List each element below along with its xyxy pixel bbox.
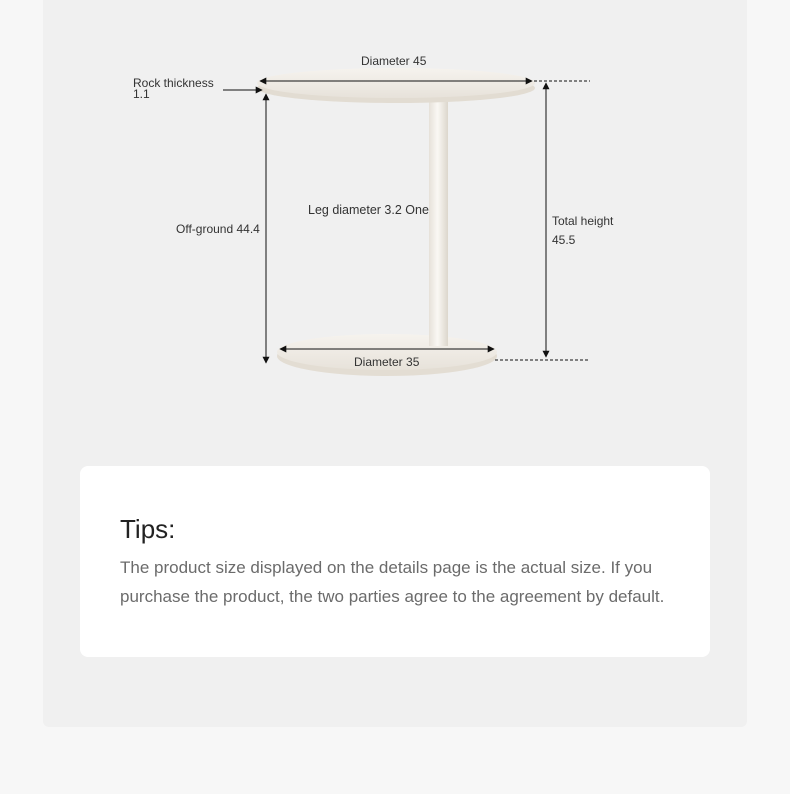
- tips-card: [80, 466, 710, 657]
- leg-diameter-label: Leg diameter 3.2 One: [308, 203, 429, 217]
- total-height-label: Total height: [552, 214, 614, 228]
- top-diameter-label: Diameter 45: [361, 54, 427, 68]
- off-ground-label: Off-ground 44.4: [176, 222, 260, 236]
- tips-body: The product size displayed on the details page is the actual size. If you purchase the product, the two parties agree to the agreement by default.: [120, 558, 665, 606]
- base-diameter-label: Diameter 35: [354, 355, 420, 369]
- total-height-value: 45.5: [552, 233, 576, 247]
- rock-thickness-label: Rock thickness: [133, 76, 214, 90]
- rock-thickness-value: 1.1: [133, 87, 150, 101]
- table-top: [257, 68, 535, 98]
- tips-title: Tips:: [120, 514, 176, 544]
- table-leg: [429, 96, 448, 346]
